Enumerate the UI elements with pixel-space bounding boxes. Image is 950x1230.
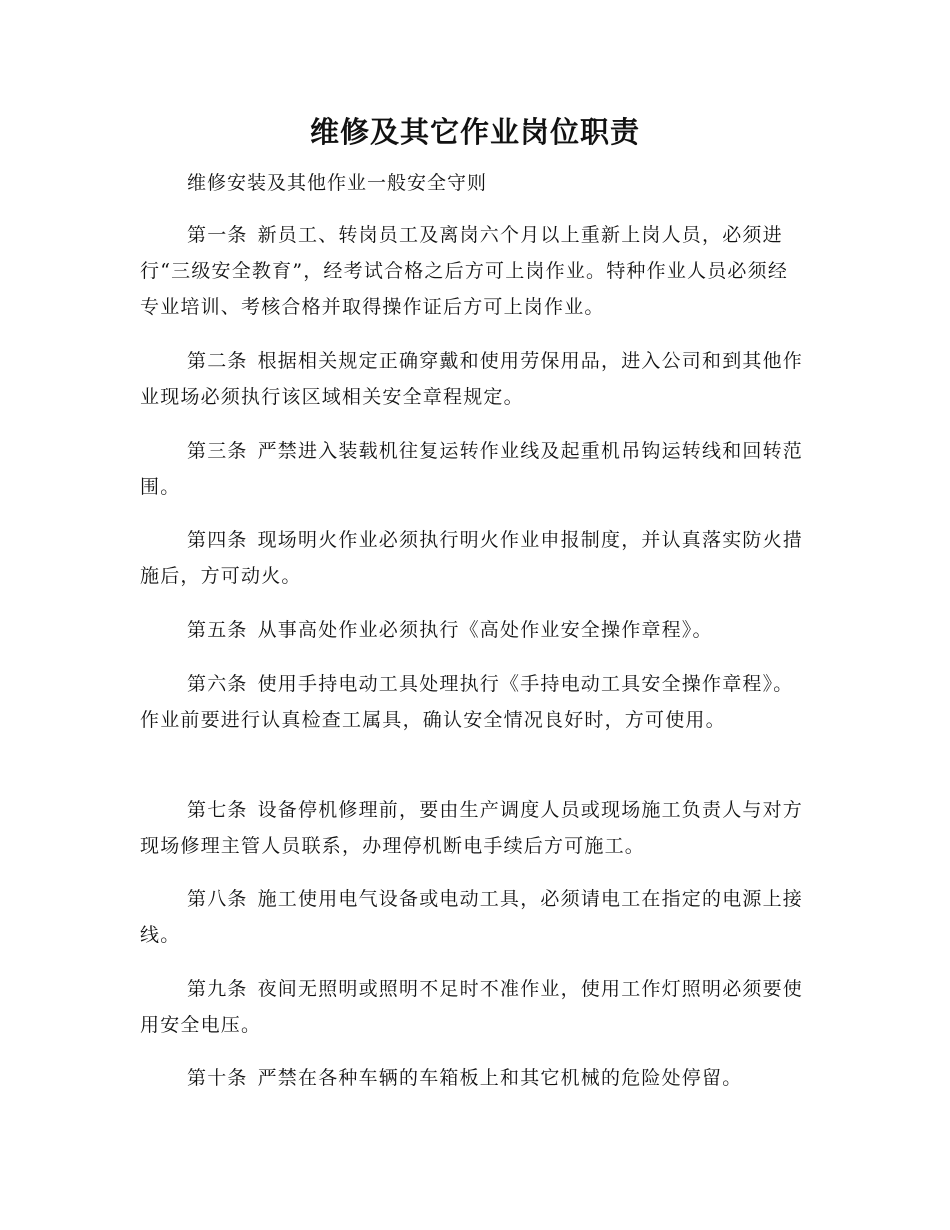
- article-4: [140, 522, 805, 594]
- article-text: 施工使用电气设备或电动工具，必须请电工在指定的电源上接线。: [140, 888, 804, 946]
- article-text: 从事高处作业必须执行《高处作业安全操作章程》。: [257, 619, 713, 641]
- article-text: 严禁进入装载机往复运转作业线及起重机吊钩运转线和回转范围。: [140, 440, 804, 498]
- article-3: [140, 433, 805, 505]
- article-10: [140, 1060, 805, 1096]
- document-subtitle: 维修安装及其他作业一般安全守则: [187, 172, 488, 194]
- article-number: 第八条: [187, 888, 248, 910]
- article-7: [140, 792, 805, 864]
- article-9: [140, 971, 805, 1043]
- article-number: 第六条: [187, 673, 248, 695]
- article-number: 第十条: [187, 1067, 248, 1089]
- article-text: 新员工、转岗员工及离岗六个月以上重新上岗人员，必须进行“三级安全教育”，经考试合格之后方可上岗作业。特种作业人员必须经专业培训、考核合格并取得操作证后方可上岗作业。: [140, 224, 789, 318]
- article-text: 设备停机修理前，要由生产调度人员或现场施工负责人与对方现场修理主管人员联系，办理停机断电手续后方可施工。: [140, 799, 804, 857]
- article-text: 根据相关规定正确穿戴和使用劳保用品，进入公司和到其他作业现场必须执行该区域相关安全章程规定。: [140, 350, 804, 408]
- article-number: 第三条: [187, 440, 248, 462]
- article-1: [140, 217, 805, 325]
- article-number: 第九条: [187, 978, 248, 1000]
- article-number: 第四条: [187, 529, 248, 551]
- article-text: 使用手持电动工具处理执行《手持电动工具安全操作章程》。作业前要进行认真检查工属具，确认安全情况良好时，方可使用。: [140, 673, 794, 731]
- article-8: [140, 881, 805, 953]
- page-title: 维修及其它作业岗位职责: [309, 115, 640, 149]
- article-6: [140, 666, 805, 738]
- article-number: 第一条: [187, 224, 248, 246]
- article-text: 夜间无照明或照明不足时不准作业，使用工作灯照明必须要使用安全电压。: [140, 978, 804, 1036]
- article-number: 第五条: [187, 619, 248, 641]
- article-5: [140, 612, 805, 648]
- article-text: 现场明火作业必须执行明火作业申报制度，并认真落实防火措施后，方可动火。: [140, 529, 804, 587]
- article-2: [140, 343, 805, 415]
- article-number: 第七条: [187, 799, 248, 821]
- article-text: 严禁在各种车辆的车箱板上和其它机械的危险处停留。: [257, 1067, 743, 1089]
- article-number: 第二条: [187, 350, 248, 372]
